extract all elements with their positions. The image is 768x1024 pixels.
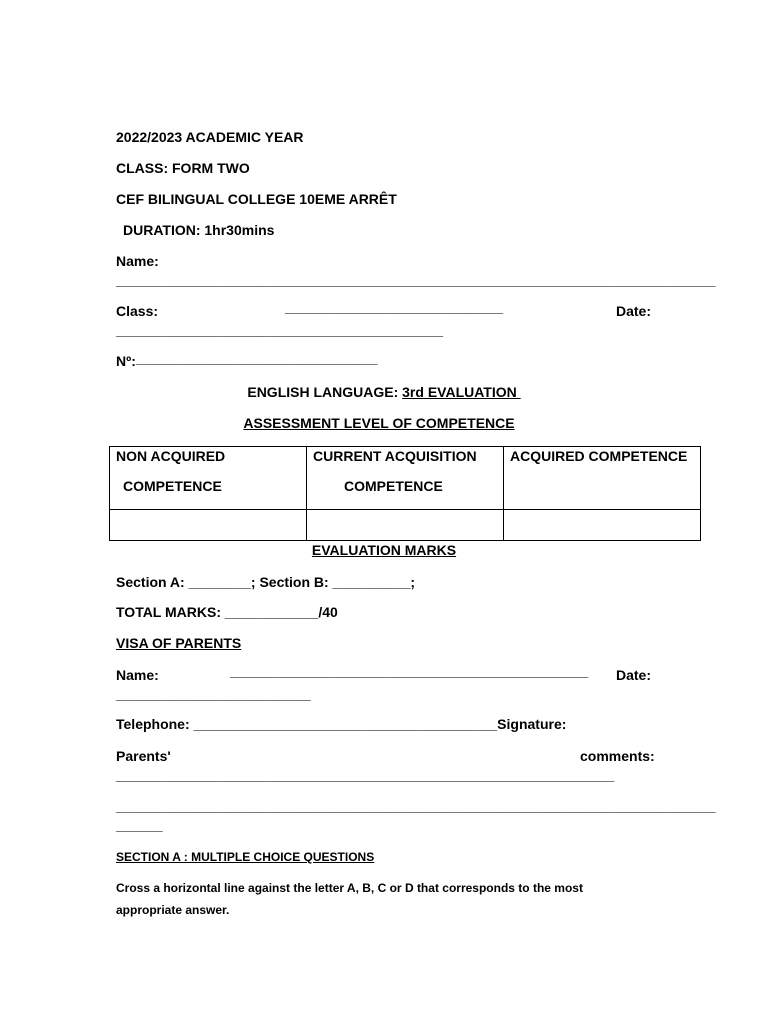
date-blank[interactable]: __________________________________________ (116, 322, 444, 338)
assessment-title: ASSESSMENT LEVEL OF COMPETENCE (243, 415, 515, 431)
number-blank[interactable]: _______________________________ (136, 350, 378, 366)
visa-of-parents-title: VISA OF PARENTS (116, 635, 242, 651)
academic-year: 2022/2023 ACADEMIC YEAR (116, 129, 304, 145)
parent-name-blank[interactable]: ______________________________________________ (230, 663, 589, 679)
section-marks[interactable]: Section A: ________; Section B: __________; (116, 574, 416, 590)
instruction-line-2: appropriate answer. (116, 903, 230, 917)
comments-blank-3[interactable]: ______ (116, 817, 163, 833)
evaluation-marks-title: EVALUATION MARKS (311, 542, 457, 558)
comments-blank-2[interactable]: _____________________________________________________________________________ (116, 798, 716, 814)
section-a-title: SECTION A : MULTIPLE CHOICE QUESTIONS (116, 850, 375, 864)
number-label: Nº: (116, 353, 136, 369)
col-current-acquisition (307, 447, 504, 510)
name-blank[interactable]: _____________________________________________________________________________ (116, 272, 716, 288)
parent-name-label: Name: (116, 667, 159, 683)
cell-current-mark[interactable] (307, 510, 504, 541)
col-non-acquired (110, 447, 307, 510)
col-non-acquired-line2: COMPETENCE (123, 478, 222, 494)
subject-title (0, 384, 768, 401)
school-name: CEF BILINGUAL COLLEGE 10EME ARRÊT (116, 191, 397, 207)
total-marks[interactable]: TOTAL MARKS: ____________/40 (116, 604, 338, 620)
comments-blank-1[interactable]: ________________________________________________________________ (116, 767, 615, 783)
class-blank[interactable]: ____________________________ (285, 299, 504, 315)
col-current-line1: CURRENT ACQUISITION (313, 448, 477, 464)
date-label: Date: (616, 303, 652, 319)
cell-non-acquired-mark[interactable] (110, 510, 307, 541)
parents-comments-label-left: Parents' (116, 748, 171, 764)
class-label: Class: (116, 303, 159, 319)
parent-date-label: Date: (616, 667, 652, 683)
instruction-line-1: Cross a horizontal line against the letter A, B, C or D that corresponds to the most (116, 881, 583, 895)
col-current-line2: COMPETENCE (344, 478, 443, 494)
competence-table (109, 446, 701, 541)
cell-acquired-mark[interactable] (504, 510, 701, 541)
evaluation-number: 3rd EVALUATION (402, 384, 521, 400)
telephone-signature[interactable]: Telephone: _______________________________________Signature: (116, 716, 567, 732)
name-label: Name: (116, 253, 159, 269)
col-acquired-line1: ACQUIRED COMPETENCE (510, 448, 688, 464)
parents-comments-label-right: comments: (580, 748, 655, 764)
duration: DURATION: 1hr30mins (123, 222, 275, 238)
col-non-acquired-line1: NON ACQUIRED (116, 448, 226, 464)
subject-prefix: ENGLISH LANGUAGE: (247, 384, 403, 400)
class-heading: CLASS: FORM TWO (116, 160, 250, 176)
parent-date-blank[interactable]: _________________________ (116, 686, 311, 702)
